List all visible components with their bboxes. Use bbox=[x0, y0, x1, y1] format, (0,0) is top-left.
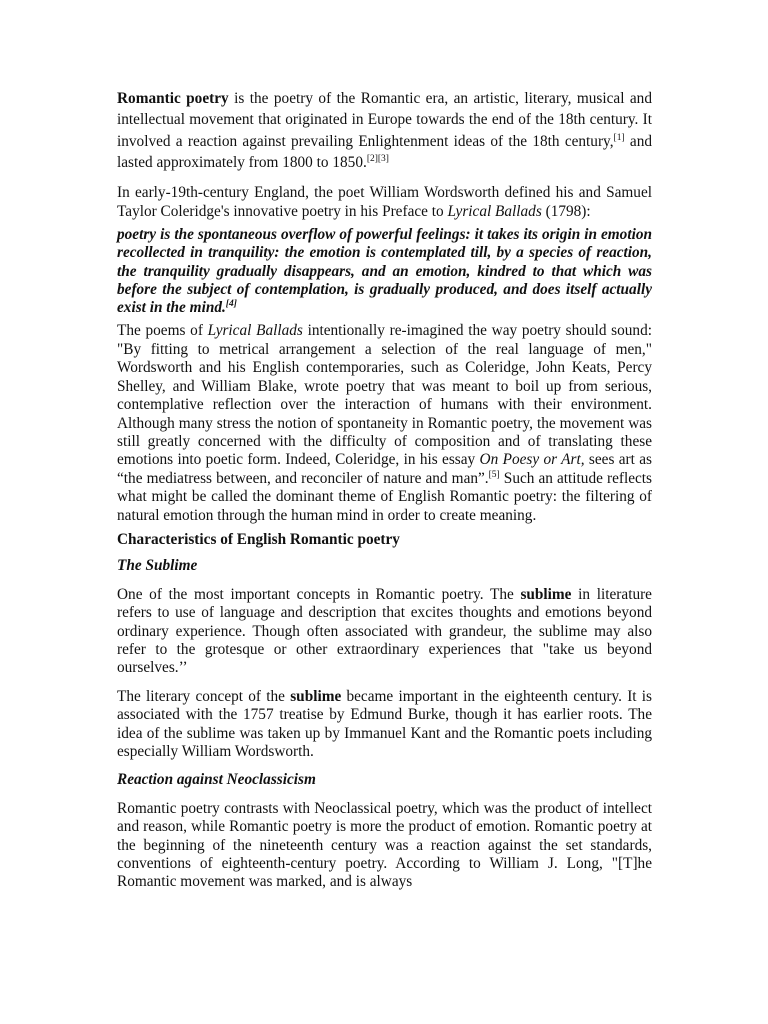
essay-title: On Poesy or Art, bbox=[479, 451, 585, 469]
citation[interactable]: [2][3] bbox=[366, 153, 389, 164]
book-title: Lyrical Ballads bbox=[447, 202, 542, 220]
citation[interactable]: [1] bbox=[613, 132, 625, 143]
lyrical-ballads-paragraph: The poems of Lyrical Ballads intentionally re-imagined the way poetry should sound: "By fitting to metrical arrangement a selection of the real language of men," Wordsworth and his English contemporaries, such as Coleridge, John Keats, Percy Shelley, and William Blake, wrote poetry that was meant to boil up from serious, contemplative reflection over the interaction of humans with their environment. Although many stress the notion of spontaneity in Romantic poetry, the movement was still greatly concerned with the difficulty of composition and of translating these emotions into poetic form. Indeed, Coleridge, in his essay On Poesy or Art, sees art as “the mediatress between, and reconciler of nature and man”.[5] Such an attitude reflects what might be called the dominant theme of English Romantic poetry: the filtering of natural emotion through the human mind in order to create meaning. bbox=[117, 322, 652, 524]
citation[interactable]: [4] bbox=[225, 299, 237, 310]
subsection-heading-reaction: Reaction against Neoclassicism bbox=[117, 771, 316, 789]
subsection-heading-sublime: The Sublime bbox=[117, 557, 198, 575]
book-title: Lyrical Ballads bbox=[207, 322, 303, 340]
term-sublime: sublime bbox=[290, 687, 342, 705]
intro-paragraph: Romantic poetry is the poetry of the Romantic era, an artistic, literary, musical and intellectual movement that originated in Europe towards the end of the 18th century. It involved a reaction against prevailing Enlightenment ideas of the 18th century,[1] and lasted approximately from 1800 to 1850.[2][3] bbox=[117, 90, 652, 171]
neoclassicism-paragraph: Romantic poetry contrasts with Neoclassical poetry, which was the product of intellect and reason, while Romantic poetry is more the product of emotion. Romantic poetry at the beginning of the nineteenth century was a reaction against the set standards, conventions of eighteenth-century poetry. According to William J. Long, "[T]he Romantic movement was marked, and is always bbox=[117, 799, 652, 891]
sublime-paragraph-2: The literary concept of the sublime became important in the eighteenth century. It is associated with the 1757 treatise by Edmund Burke, though it has earlier roots. The idea of the sublime was taken up by Immanuel Kant and the Romantic poets including especially William Wordsworth. bbox=[117, 687, 653, 761]
term-sublime: sublime bbox=[520, 585, 572, 603]
document-page bbox=[117, 88, 652, 892]
citation[interactable]: [5] bbox=[488, 469, 500, 480]
term-romantic-poetry: Romantic poetry bbox=[117, 90, 229, 107]
sublime-paragraph-1: One of the most important concepts in Romantic poetry. The sublime in literature refers to use of language and description that excites thoughts and emotions beyond ordinary experience. Though often associated with grandeur, the sublime may also refer to the grotesque or other extraordinary experiences that "take us beyond ourselves.’’ bbox=[117, 585, 652, 677]
wordsworth-quote: poetry is the spontaneous overflow of powerful feelings: it takes its origin in emotion recollected in tranquility: the emotion is contemplated till, by a species of reaction, the tranquility gradually disappears, and an emotion, kindred to that which was before the subject of contemplation, is gradually produced, and does itself actually exist in the mind.[4] bbox=[117, 226, 652, 317]
section-heading: Characteristics of English Romantic poetry bbox=[117, 530, 400, 548]
wordsworth-paragraph: In early-19th-century England, the poet William Wordsworth defined his and Samuel Taylor Coleridge's innovative poetry in his Preface to Lyrical Ballads (1798): bbox=[117, 184, 652, 220]
